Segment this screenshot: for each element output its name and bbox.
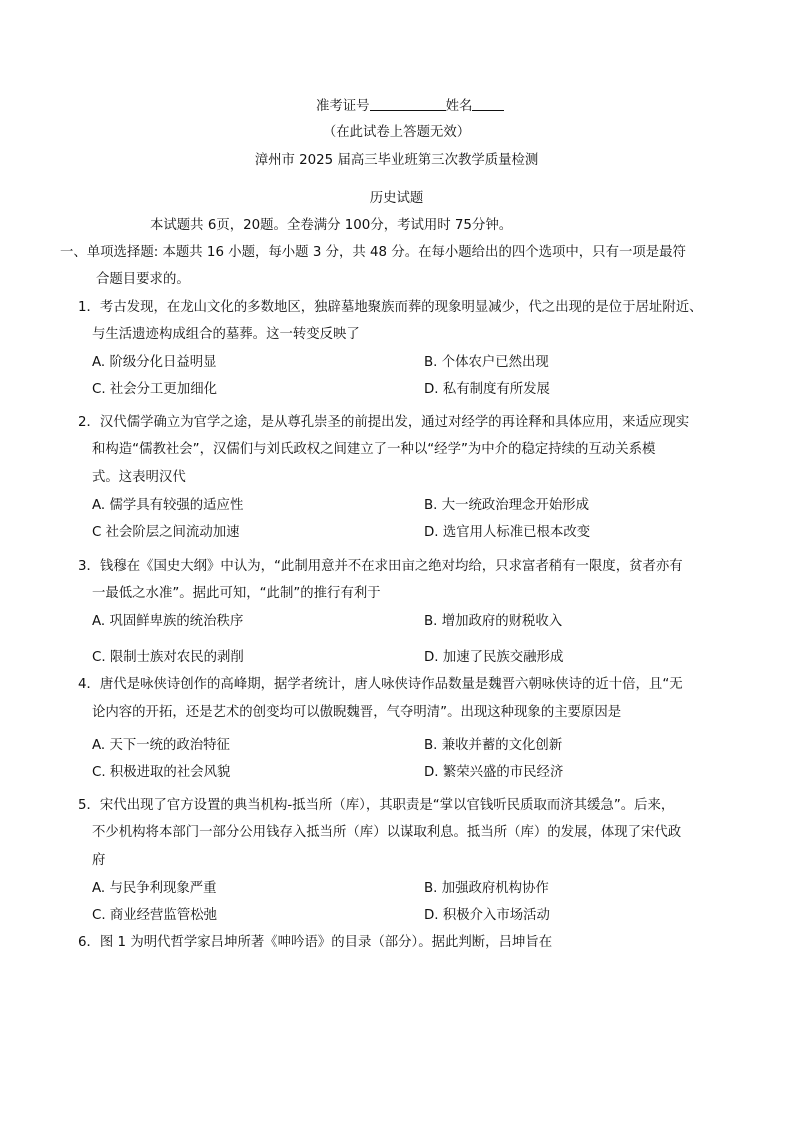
option-d[interactable]: D. 积极介入市场活动: [424, 908, 550, 923]
option-a[interactable]: A. 阶级分化日益明显: [92, 355, 217, 370]
question-stem-line: 1．考古发现，在龙山文化的多数地区，独辟墓地聚族而葬的现象明显减少，代之出现的是位于居址附近、: [78, 300, 703, 315]
exam-title: 漳州市 2025 届高三毕业班第三次教学质量检测: [254, 153, 539, 168]
exam-number-label: 准考证号: [316, 99, 370, 114]
question-stem-line: 府: [92, 853, 106, 868]
invalid-note: （在此试卷上答题无效）: [322, 125, 471, 140]
question-stem-line: 6．图 1 为明代哲学家吕坤所著《呻吟语》的目录（部分）。据此判断，吕坤旨在: [78, 935, 553, 950]
option-c[interactable]: C. 商业经营监管松弛: [92, 908, 217, 923]
option-a[interactable]: A. 儒学具有较强的适应性: [92, 498, 244, 513]
option-b[interactable]: B. 个体农户已然出现: [424, 355, 549, 370]
question-stem-line: 和构造“儒教社会”，汉儒们与刘氏政权之间建立了一种以“经学”为中介的稳定持续的互动关系模: [92, 442, 656, 457]
candidate-name-field[interactable]: [472, 98, 504, 111]
option-c[interactable]: C 社会阶层之间流动加速: [92, 525, 240, 540]
option-c[interactable]: C. 限制士族对农民的剥削: [92, 650, 244, 665]
question-stem-line: 一最低之水准”。据此可知，“此制”的推行有利于: [92, 586, 381, 601]
candidate-name-label: 姓名: [445, 99, 473, 114]
question-stem-line: 2．汉代儒学确立为官学之途，是从尊孔崇圣的前提出发，通过对经学的再诠释和具体应用，来适应现实: [78, 415, 690, 430]
option-d[interactable]: D. 私有制度有所发展: [424, 382, 550, 397]
section-instructions-line-2: 合题目要求的。: [96, 272, 190, 287]
option-d[interactable]: D. 选官用人标准已根本改变: [424, 525, 591, 540]
exam-header-line: [316, 98, 504, 113]
option-b[interactable]: B. 增加政府的财税收入: [424, 614, 563, 629]
exam-info: 本试题共 6页，20题。全卷满分 100分，考试用时 75分钟。: [150, 218, 513, 233]
option-b[interactable]: B. 大一统政治理念开始形成: [424, 498, 589, 513]
question-stem-line: 与生活遗迹构成组合的墓葬。这一转变反映了: [92, 327, 360, 342]
option-c[interactable]: C. 积极进取的社会风貌: [92, 765, 231, 780]
exam-number-field[interactable]: [370, 98, 446, 111]
option-d[interactable]: D. 加速了民族交融形成: [424, 650, 564, 665]
question-stem-line: 式。这表明汉代: [92, 470, 186, 485]
option-b[interactable]: B. 兼收并蓄的文化创新: [424, 738, 563, 753]
option-d[interactable]: D. 繁荣兴盛的市民经济: [424, 765, 564, 780]
option-a[interactable]: A. 巩固鲜卑族的统治秩序: [92, 614, 244, 629]
question-stem-line: 5．宋代出现了官方设置的典当机构-抵当所（库），其职责是“掌以官钱听民质取而济其缓急”。后来，: [78, 798, 675, 813]
question-stem-line: 不少机构将本部门一部分公用钱存入抵当所（库）以谋取利息。抵当所（库）的发展，体现了宋代政: [92, 825, 682, 840]
option-c[interactable]: C. 社会分工更加细化: [92, 382, 217, 397]
section-instructions-line-1: 一、单项选择题: 本题共 16 小题，每小题 3 分，共 48 分。在每小题给出的四个选项中，只有一项是最符: [60, 245, 686, 260]
question-stem-line: 3．钱穆在《国史大纲》中认为，“此制用意并不在求田亩之绝对均给，只求富者稍有一限度，贫者亦有: [78, 559, 683, 574]
option-b[interactable]: B. 加强政府机构协作: [424, 881, 549, 896]
option-a[interactable]: A. 天下一统的政治特征: [92, 738, 230, 753]
question-stem-line: 论内容的开拓，还是艺术的创变均可以傲睨魏晋，气夺明清”。出现这种现象的主要原因是: [92, 705, 622, 720]
option-a[interactable]: A. 与民争利现象严重: [92, 881, 217, 896]
subject-title: 历史试题: [369, 191, 424, 206]
question-stem-line: 4．唐代是咏侠诗创作的高峰期，据学者统计，唐人咏侠诗作品数量是魏晋六朝咏侠诗的近十倍，且“无: [78, 677, 683, 692]
